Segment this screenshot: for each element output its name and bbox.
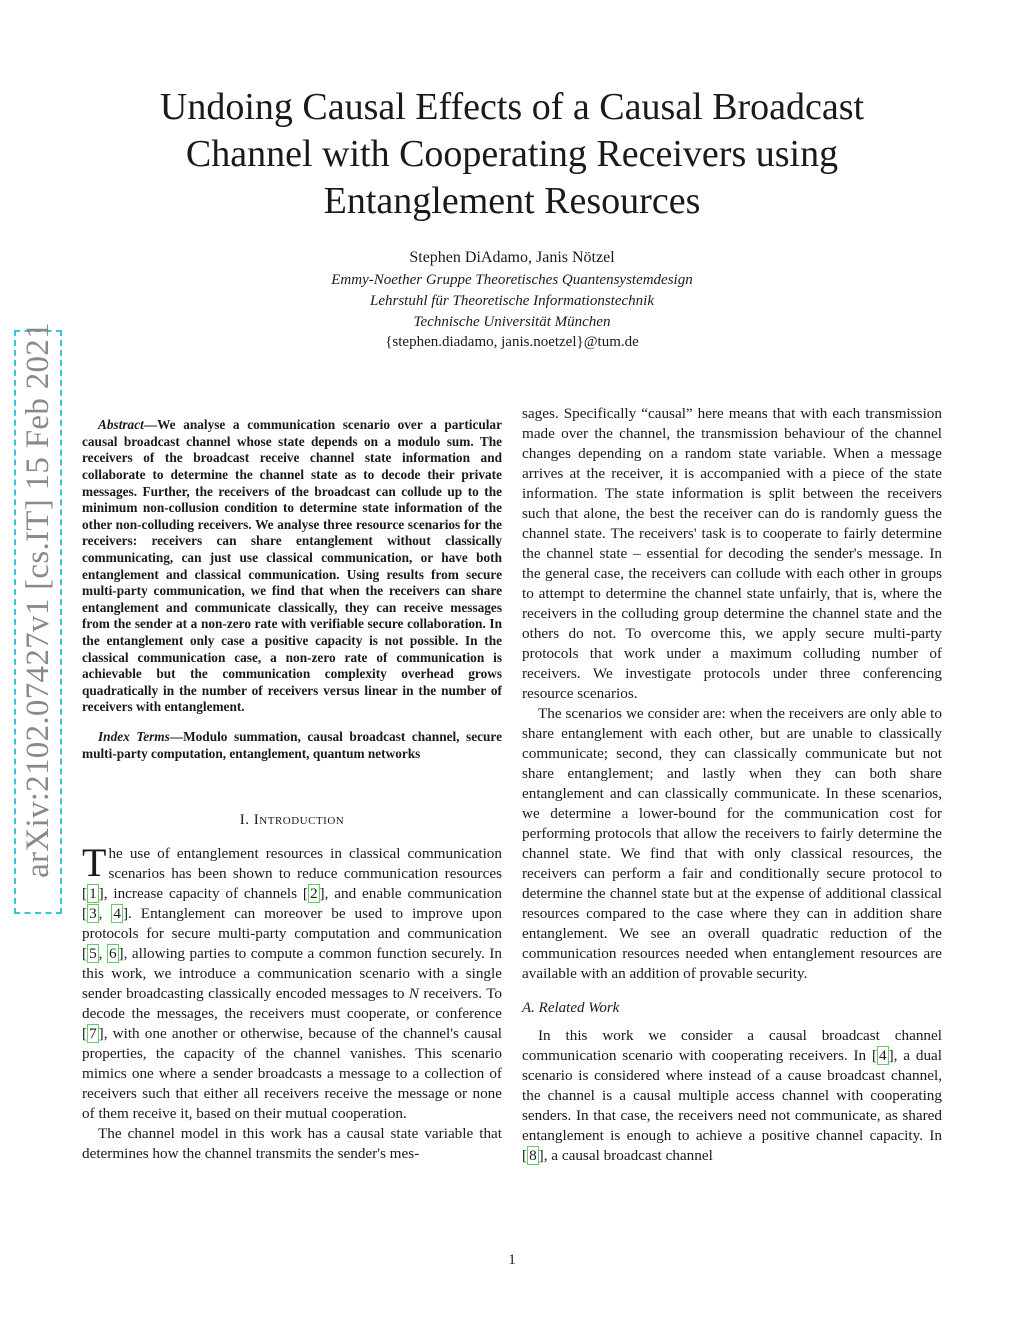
citation-link[interactable]: 6	[108, 945, 117, 962]
title-line: Entanglement Resources	[323, 180, 701, 222]
index-terms-text: —Modulo summation, causal broadcast channel, secure multi-party computation, entanglement, quantum networks	[82, 729, 502, 761]
citation-link[interactable]: 3	[89, 905, 97, 922]
abstract-text: —We analyse a communication scenario over a particular causal broadcast channel whose state depends on a modulo sum. The receivers of the broadcast receive channel state information and collaborate to determine the channel state as to decode their private messages. Further, the receivers of the broadcast can collude up to the minimum non-collusion condition to determine state information of the other non-colluding receivers. We analyse three resource scenarios for the receivers: receivers can share entanglement without classically communicating, can just use classical communication, or have both entanglement and classical communication. Using results from secure multi-party communication, we find that when the receivers can share entanglement and communicate classically, they can receive messages from the sender at a non-zero rate with verifiable secure collaboration. In the entanglement only case a positive capacity is not possible. In the classical communication case, a non-zero rate of communication is achievable but the communication complexity overhead grows quadratically in the number of receivers versus linear in the number of receivers with entanglement.	[82, 417, 502, 715]
paper-title	[100, 84, 924, 225]
right-column	[522, 404, 942, 1166]
title-line: Channel with Cooperating Receivers using	[185, 133, 839, 175]
citation-link[interactable]: 7	[89, 1025, 97, 1042]
body-text: In this work we consider a causal broadcast channel communication scenario with cooperating receivers. In [	[522, 1027, 942, 1064]
math-symbol: N	[408, 985, 419, 1002]
intro-text: ]. Entanglement can moreover be used to improve upon protocols for secure multi-party computation and communication [	[82, 905, 502, 962]
citation-link[interactable]: 5	[89, 945, 97, 962]
index-terms-label: Index Terms	[98, 729, 170, 745]
page-number: 1	[508, 1252, 516, 1268]
intro-text: ], increase capacity of channels [	[98, 885, 308, 902]
body-text: ], a dual scenario is considered where instead of a cause broadcast channel, the channel is a causal multiple access channel with cooperating senders. In that case, the receivers need not communicate, as shared entanglement is enough to achieve a positive channel capacity. In [	[522, 1047, 942, 1164]
authors: Stephen DiAdamo, Janis Nötzel	[409, 249, 615, 266]
affiliation-line: Technische Universität München	[413, 314, 611, 330]
abstract	[82, 404, 502, 776]
intro-left-column	[82, 840, 502, 1164]
body-text: ], a causal broadcast channel	[538, 1147, 713, 1164]
intro-text: ,	[98, 905, 112, 922]
citation-link[interactable]: 4	[113, 905, 121, 922]
body-paragraph: The scenarios we consider are: when the receivers are only able to share entanglement with each other, but are unable to classically communicate; second, they can classically communicate but not share entanglement; and lastly when they can both share entanglement and can classically communicate. In these scenarios, we determine a lower-bound for the communication cost for performing protocols that allow the receivers to fairly determine the channel state. We find that with only classical resources, the receivers can perform a fair and conditionally secure protocol to determine the channel state but at the expense of additional classical resources compared to the case where they can in addition share entanglement. We see an overall quadratic reduction of the communication resources needed when entanglement resources are available with an addition of provable security.	[522, 705, 942, 982]
body-paragraph: sages. Specifically “causal” here means that with each transmission made over the channel, the transmission behaviour of the channel changes depending on a random state variable. When a message arrives at the receiver, it is accompanied with a piece of the state information. The state information is split between the receivers such that alone, the best the receiver can do is randomly guess the channel state. The receivers' task is to cooperate to fairly determine the channel state – essential for decoding the sender's message. In the general case, the receivers can collude with each other in groups to attempt to determine the channel state unfairly, that is, where the receivers in the colluding group determine the channel state and the others do not. To overcome this, we apply secure multi-party protocols that work under a maximum colluding number of receivers. We investigate protocols under three conferencing resource scenarios.	[522, 405, 942, 702]
arxiv-stamp[interactable]: arXiv:2102.07427v1 [cs.IT] 15 Feb 2021	[20, 322, 56, 878]
intro-text: ], allowing parties to compute a common function securely. In this work, we introduce a communication scenario with a single sender broadcasting classically encoded messages to	[82, 945, 502, 1002]
intro-text: ], with one another or otherwise, because of the channel's causal properties, the capacity of the channel vanishes. This scenario mimics one where a sender broadcasts a message to a collection of receivers such that either all receivers receive the message or none of them receive it, based on their mutual cooperation.	[82, 1025, 502, 1122]
citation-link[interactable]: 2	[309, 885, 318, 902]
affiliation-line: Emmy-Noether Gruppe Theoretisches Quantensystemdesign	[331, 272, 693, 288]
subsection-heading: A. Related Work	[522, 1000, 620, 1016]
section-number: I.	[239, 812, 250, 828]
intro-paragraph: The channel model in this work has a causal state variable that determines how the channel transmits the sender's mes-	[82, 1125, 502, 1162]
drop-cap: T	[82, 840, 107, 885]
intro-text: receivers. To decode the messages, the receivers must cooperate, or conference [	[82, 985, 502, 1042]
author-email: {stephen.diadamo, janis.noetzel}@tum.de	[385, 334, 639, 350]
intro-text: ,	[98, 945, 107, 962]
intro-text: he use of entanglement resources in classical communication scenarios has been shown to reduce communication resources [	[82, 845, 502, 902]
citation-link[interactable]: 4	[879, 1047, 887, 1064]
title-line: Undoing Causal Effects of a Causal Broadcast	[159, 86, 865, 128]
citation-link[interactable]: 8	[529, 1147, 537, 1164]
section-heading	[82, 812, 502, 829]
affiliation-line: Lehrstuhl für Theoretische Informationstechnik	[369, 293, 654, 309]
abstract-label: Abstract	[98, 417, 144, 433]
intro-text: ], and enable communication [	[82, 885, 502, 922]
citation-link[interactable]: 1	[89, 885, 97, 902]
section-title: Introduction	[253, 812, 345, 828]
